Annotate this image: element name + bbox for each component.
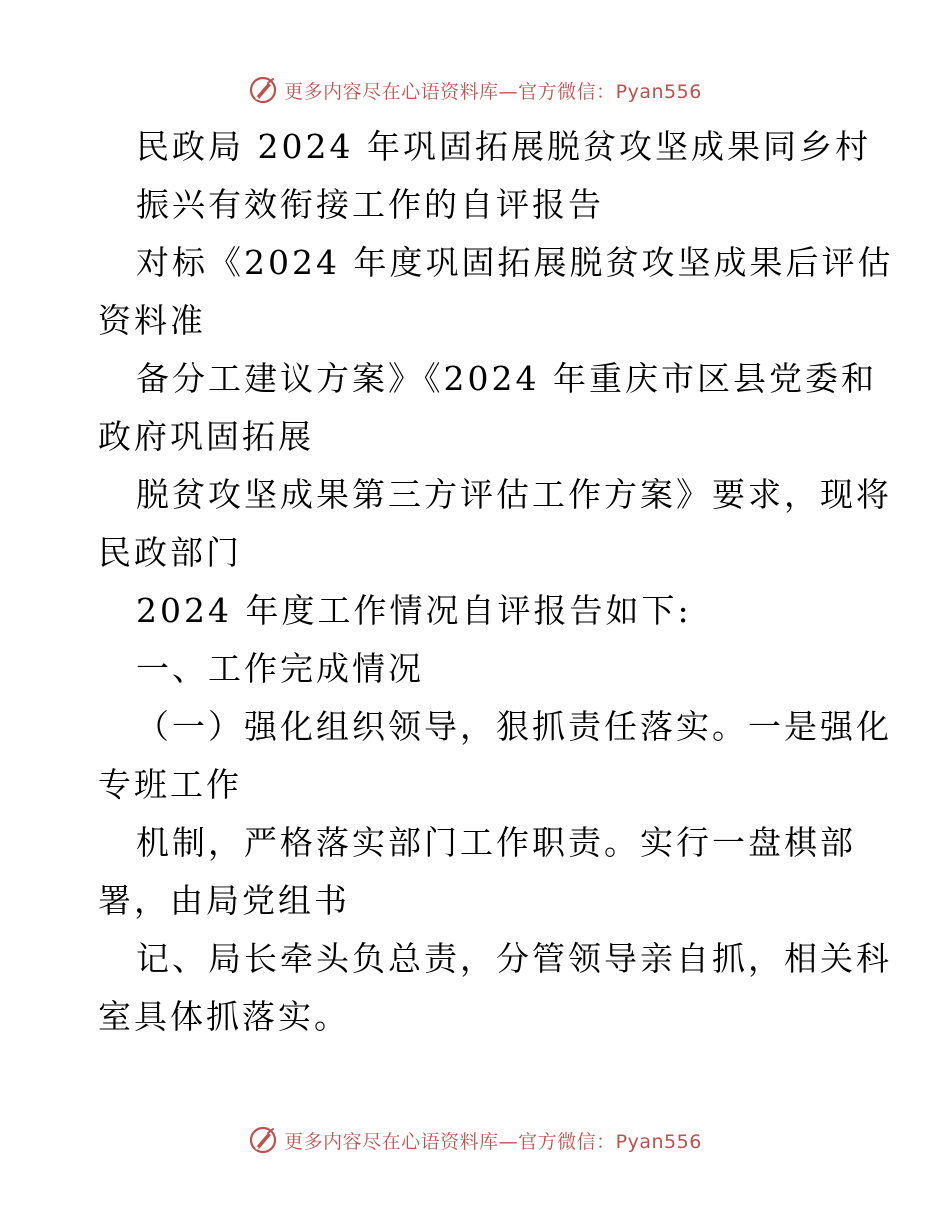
header-watermark [0,70,950,110]
title-line-2: 振兴有效衔接工作的自评报告 [136,185,604,224]
paragraph-line: 专班工作 [98,765,242,804]
quill-pen-circle-icon [248,75,278,105]
watermark-text: 更多内容尽在心语资料库—官方微信：Pyan556 [284,80,702,103]
paragraph-line: 机制，严格落实部门工作职责。实行一盘棋部 [136,823,856,862]
paragraph-line: 政府巩固拓展 [98,417,314,456]
paragraph-line: 室具体抓落实。 [98,997,350,1036]
paragraph-line: 民政部门 [98,533,242,572]
section-heading: 一、工作完成情况 [136,649,424,688]
paragraph-line: （一）强化组织领导，狠抓责任落实。一是强化 [136,707,892,746]
paragraph-line: 署，由局党组书 [98,881,350,920]
title-line-1: 民政局 2024 年巩固拓展脱贫攻坚成果同乡村 [136,127,871,166]
watermark-text: 更多内容尽在心语资料库—官方微信：Pyan556 [284,1130,702,1153]
quill-pen-circle-icon [248,1125,278,1155]
paragraph-line: 资料准 [98,301,206,340]
paragraph-line: 记、局长牵头负总责，分管领导亲自抓，相关科 [136,939,892,978]
paragraph-line: 脱贫攻坚成果第三方评估工作方案》要求，现将 [136,475,892,514]
paragraph-line: 对标《2024 年度巩固拓展脱贫攻坚成果后评估 [136,243,894,282]
paragraph-line: 备分工建议方案》《2024 年重庆市区县党委和 [136,359,877,398]
paragraph-line: 2024 年度工作情况自评报告如下: [136,591,692,630]
footer-watermark [0,1120,950,1160]
